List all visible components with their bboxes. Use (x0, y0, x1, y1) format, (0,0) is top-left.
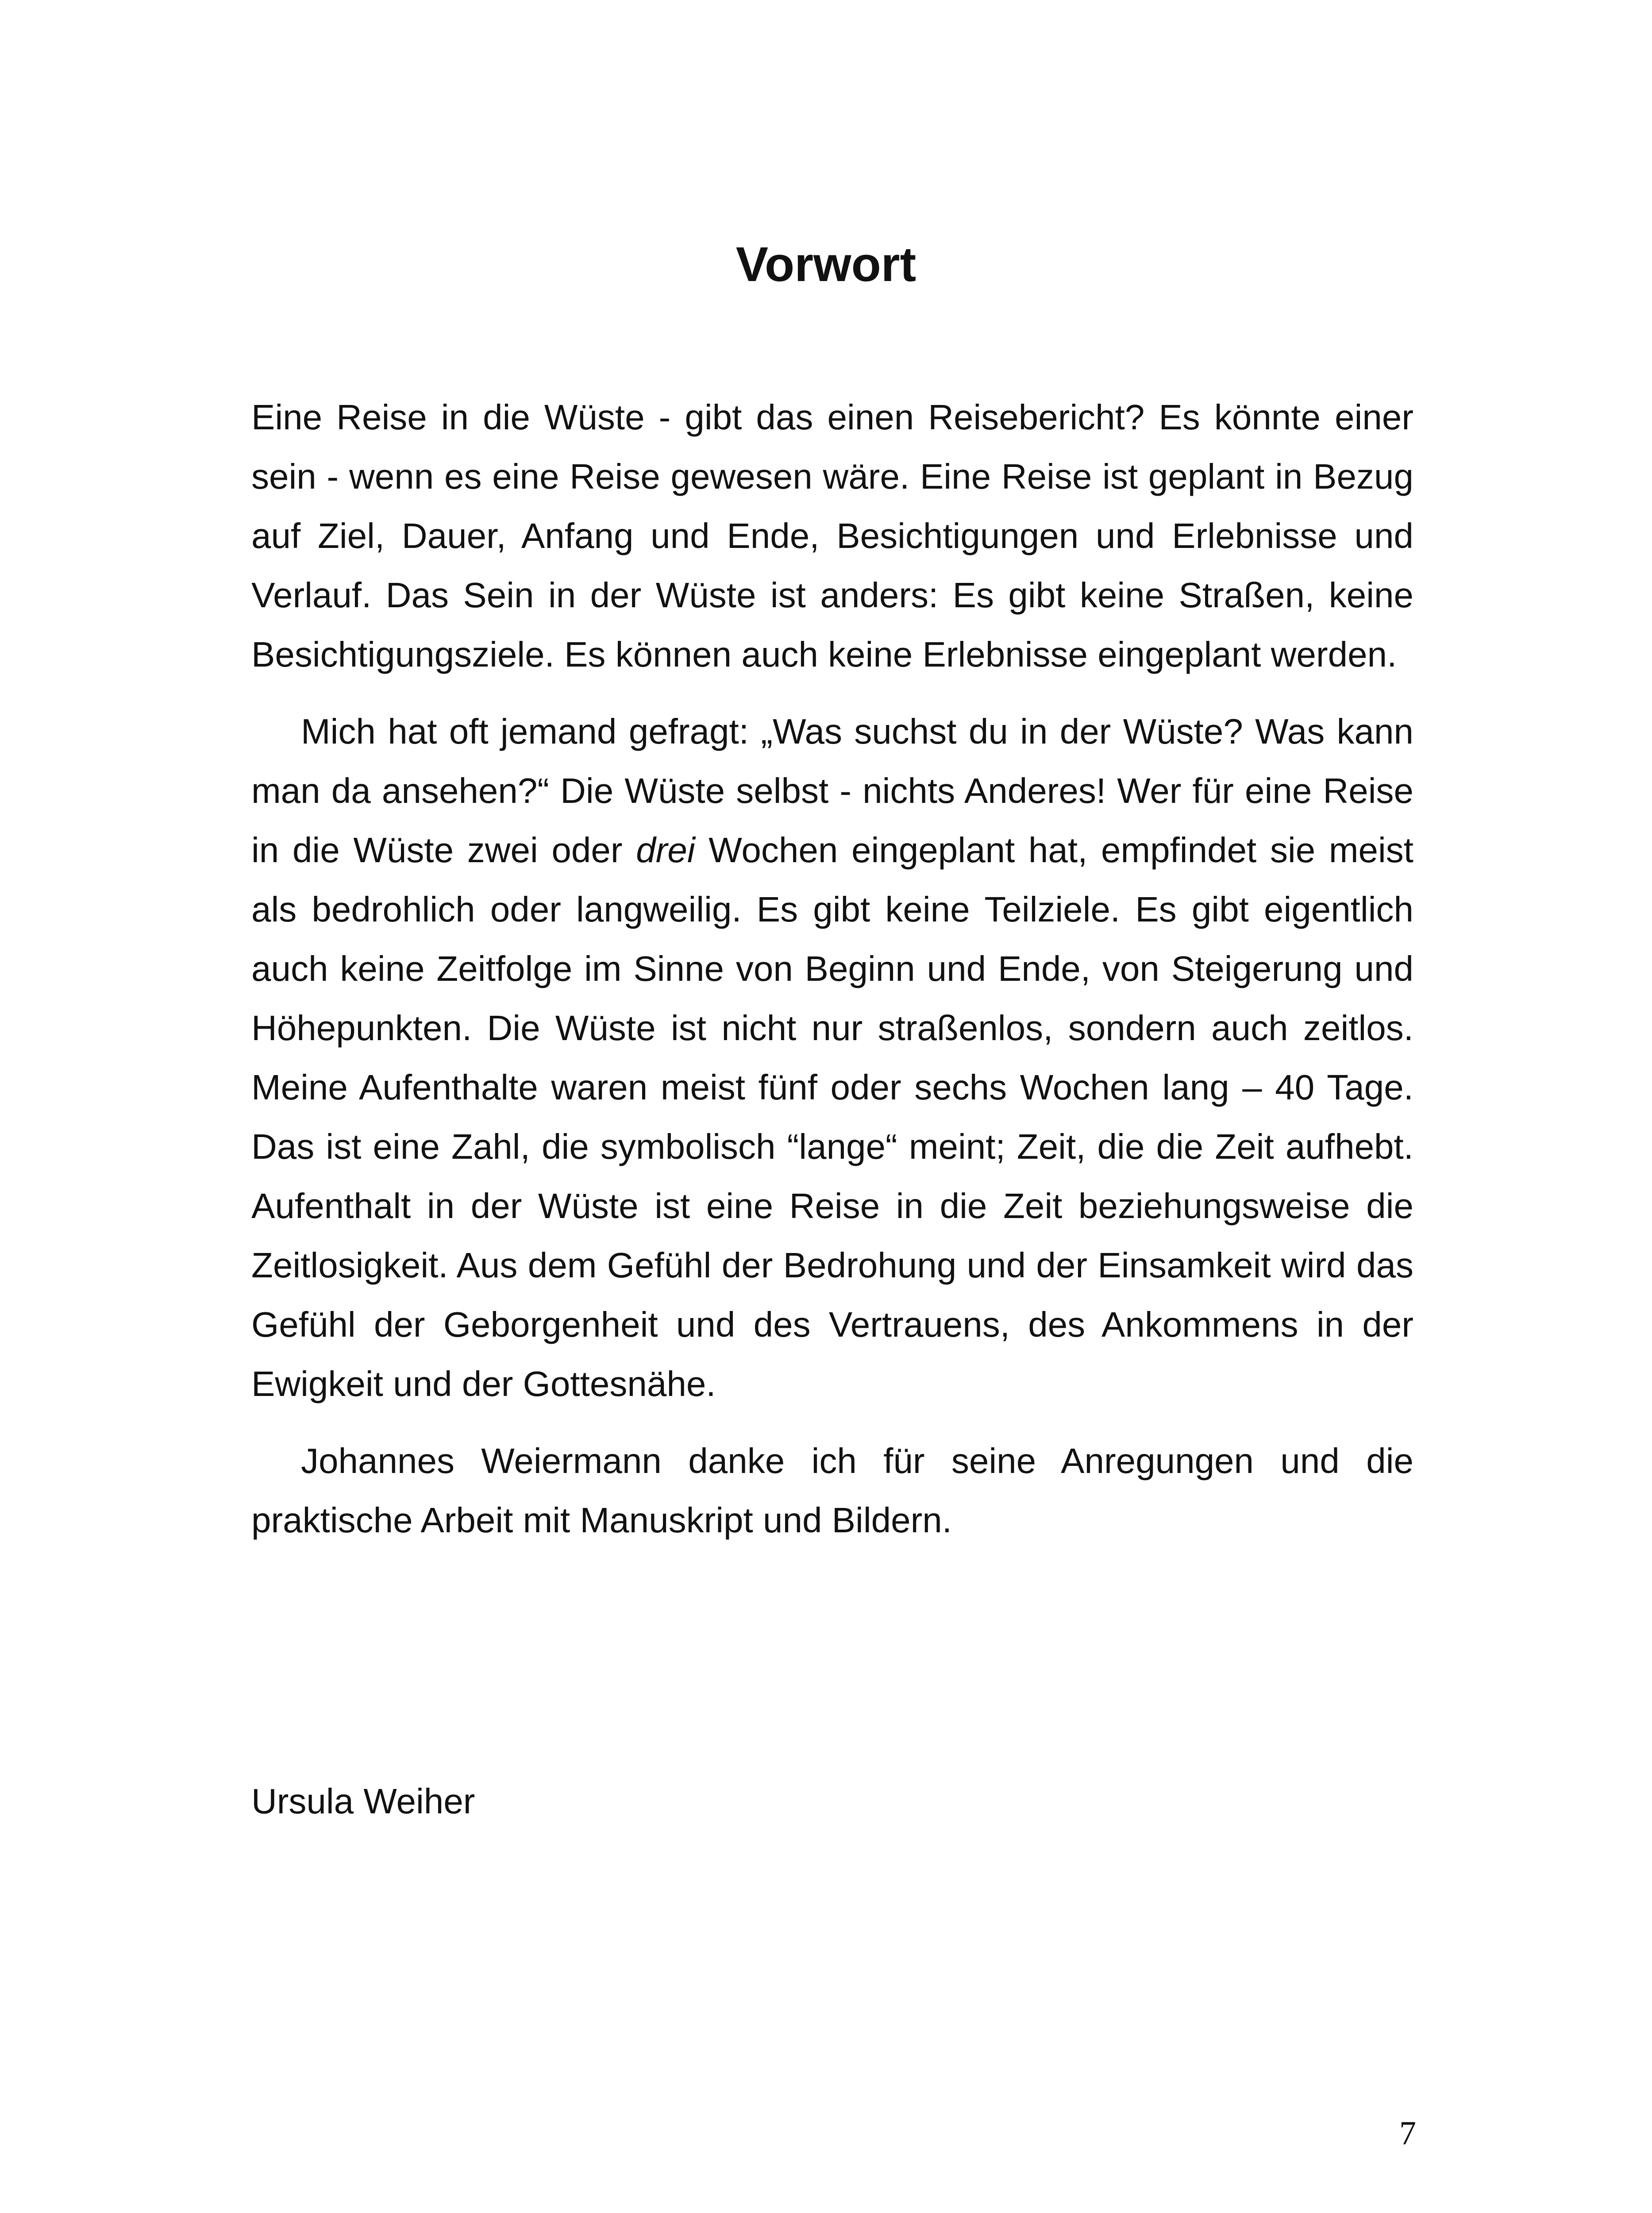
foreword-body (251, 388, 1413, 1550)
page-title: Vorwort (736, 237, 916, 292)
author-signature: Ursula Weiher (251, 1781, 475, 1821)
paragraph-text-after-emphasis: Wochen eingeplant hat, empfindet sie meist als bedrohlich oder langweilig. Es gibt keine Teilziele. Es gibt eigentlich auch keine Zeitfolge im Sinne von Beginn und Ende, von Steigerung und Höhepunkten. Die Wüste ist nicht nur straßenlos, sondern auch zeitlos. Meine Aufenthalte waren meist fünf oder sechs Wochen lang – 40 Tage. Das ist eine Zahl, die symbolisch “lange“ meint; Zeit, die die Zeit aufhebt. Aufenthalt in der Wüste ist eine Reise in die Zeit beziehungsweise die Zeitlosigkeit. Aus dem Gefühl der Bedrohung und der Einsamkeit wird das Gefühl der Geborgenheit und des Vertrauens, des Ankommens in der Ewigkeit und der Gottesnähe. (251, 830, 1414, 1403)
page-number: 7 (1399, 2115, 1416, 2152)
paragraph-acknowledgement: Johannes Weiermann danke ich für seine Anregungen und die praktische Arbeit mit Manuskript und Bildern. (251, 1441, 1413, 1540)
paragraph-intro: Eine Reise in die Wüste - gibt das einen Reisebericht? Es könnte einer sein - wenn es eine Reise gewesen wäre. Eine Reise ist geplant in Bezug auf Ziel, Dauer, Anfang und Ende, Besichtigungen und Erlebnisse und Verlauf. Das Sein in der Wüste ist anders: Es gibt keine Straßen, keine Besichtigungsziele. Es können auch keine Erlebnisse eingeplant werden. (251, 397, 1413, 674)
paragraph-text-before-emphasis: Mich hat oft jemand gefragt: „Was suchst du in der Wüste? Was kann man da ansehen?“ Die Wüste selbst - nichts Anderes! Wer für eine Reise in die Wüste zwei oder (251, 712, 1413, 870)
emphasized-word: drei (636, 830, 695, 870)
paragraph-desert-time (251, 702, 1413, 1414)
